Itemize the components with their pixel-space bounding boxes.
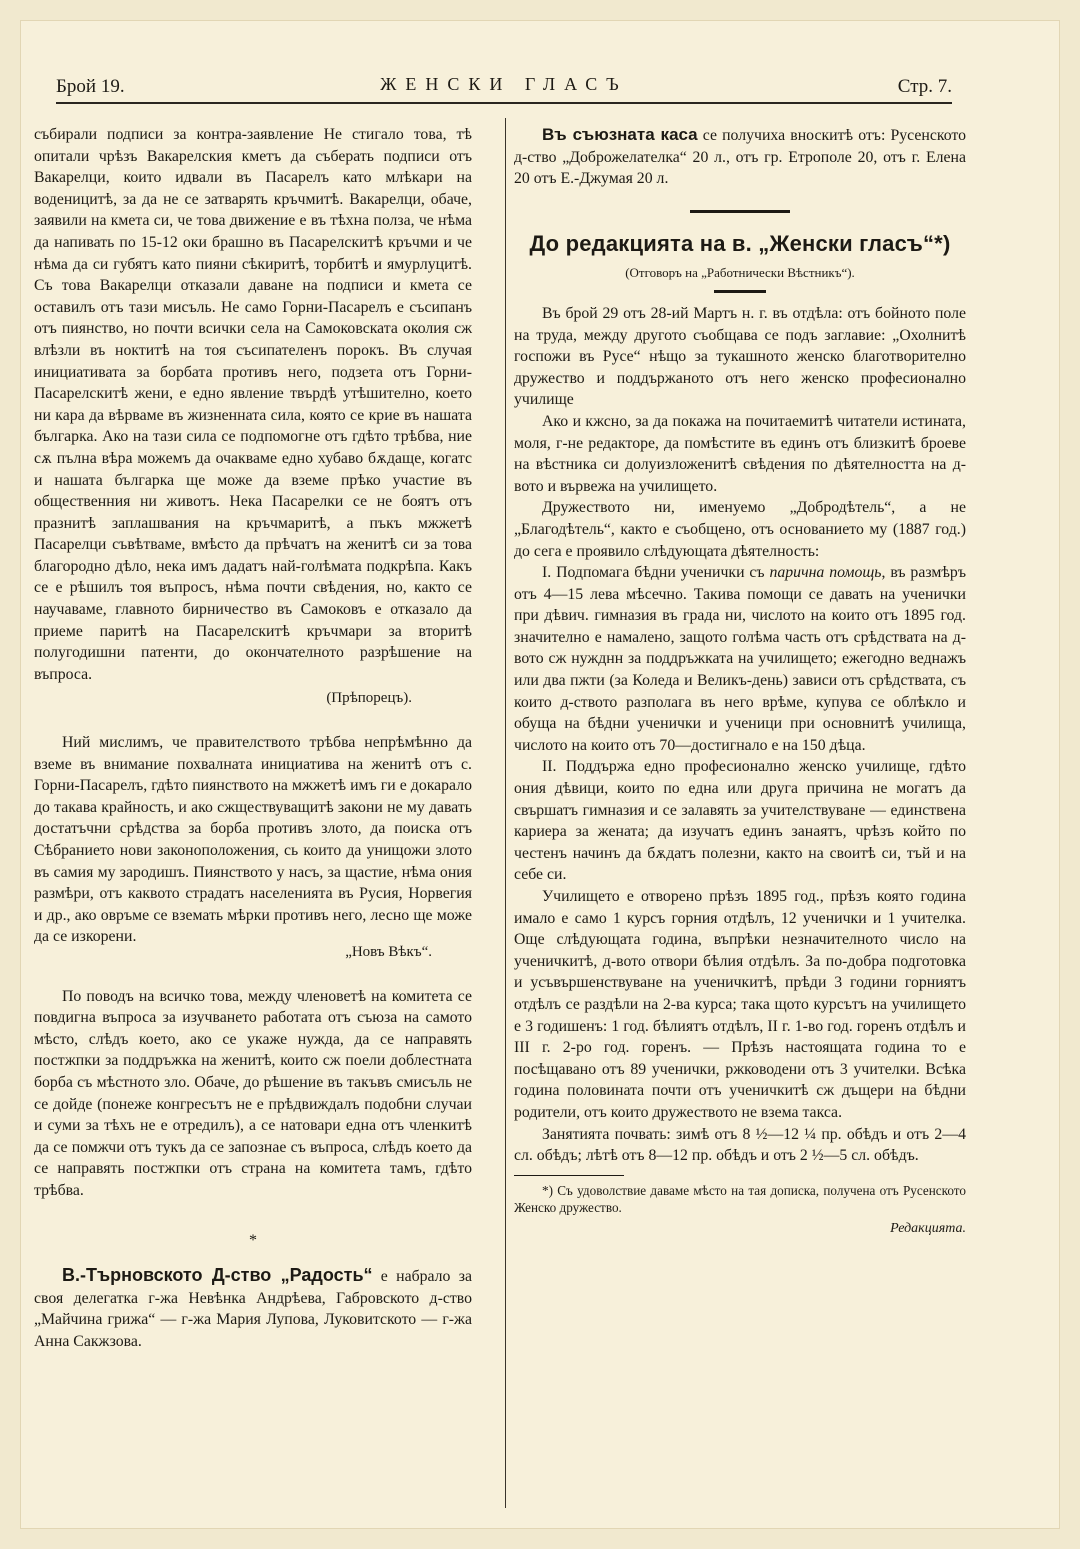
paragraph: II. Поддържа едно професионално женско училище, гдѣто ония дѣвици, които по една или друга причина не могатъ да свършатъ гимназия и се залавять за учителствуване — единствена кариера за жената; да изучатъ единъ занаятъ, чрѣзъ който по честенъ начинъ да бѫдатъ полезни, както на своитѣ си, тъй и на себе си.	[514, 758, 966, 884]
emphasis: парична помощь	[769, 564, 882, 582]
article-subtitle: (Отговоръ на „Работнически Вѣстникъ“).	[625, 265, 855, 281]
page-number: Стр. 7.	[897, 76, 952, 97]
source-attribution: (Прѣпорецъ).	[326, 690, 412, 707]
paragraph: Училището е отворено прѣзъ 1895 год., прѣзъ която година имало е само 1 курсъ горния отдѣлъ, 12 ученички и 1 учителка. Още слѣдующата година, въпрѣки незначителното число на ученичкитѣ, д-вото отвори бѣлия отдѣлъ. За по-добра подготовка и усъвършенствуване на ученичкитѣ, прѣди 3 години горниятъ отдѣлъ се раздѣли на 2-ва курса; така щото курсътъ на училището е 3 годишенъ: 1 год. бѣлиятъ отдѣлъ, II г. 1-во год. горенъ отдѣлъ и III г. 2-ро год. горенъ. — Прѣзъ настоящата година то е посѣщавано отъ 89 ученички, ржководени отъ 3 учителки. Всѣка година половината почти отъ ученичкитѣ сж дъщери на бѣдни родители, отъ които дружеството не взема такса.	[514, 888, 966, 1121]
bold-lead: В.-Търновското Д-ство „Радость“	[62, 1265, 373, 1286]
article-title: До редакцията на в. „Женски гласъ“*)	[529, 230, 951, 256]
paragraph: Занятията почвать: зимѣ отъ 8 ½—12 ¼ пр. обѣдъ и отъ 2—4 сл. обѣдъ; лѣтѣ отъ 8—12 пр. обѣдъ и отъ 2 ½—5 сл. обѣдъ.	[514, 1125, 966, 1165]
header-rule	[56, 102, 952, 104]
paragraph: Ако и кжсно, за да покажа на почитаемитѣ читатели истината, моля, г-не редакторе, да помѣстите въ единъ отъ близкитѣ брoеве на вѣстника си долуизложенитѣ свѣдения по дѣятелността на д-вото и вървежа на училището.	[514, 412, 966, 495]
footnote-rule	[514, 1175, 624, 1176]
section-rule	[690, 210, 790, 213]
source-attribution: „Новъ Вѣкъ“.	[345, 943, 432, 960]
left-column	[34, 124, 472, 1352]
paragraph: Въ съюзната каса се получиха вноскитѣ отъ: Русенското д-ство „Доброжелателка“ 20 л., отъ гр. Етрополе 20, отъ г. Елена 20 отъ Е.-Джумая 20 л.	[514, 125, 966, 188]
right-column	[514, 124, 966, 1239]
footnote-signature: Редакцията.	[890, 1220, 966, 1236]
footnote: *) Съ удоволствие даваме мѣсто на тая дописка, получена отъ Русенското Женско дружество.	[514, 1182, 966, 1215]
issue-number: Брой 19.	[56, 76, 125, 97]
paragraph: Въ брой 29 отъ 28-ий Мартъ н. г. въ отдѣла: отъ бойното поле на труда, между другото съобщава се подъ заглавие: „Охолнитѣ госпожи въ Русе“ нѣщо за тукашното женско благотворително дружество и поддържаното отъ него женско професионално училище	[514, 304, 966, 409]
newspaper-title: ЖЕНСКИ ГЛАСЪ	[380, 74, 628, 94]
paragraph: събирали подписи за контра-заявление Не стигало това, тѣ опитали чрѣзъ Вакарелския кметъ да съберать подписи отъ Вакарелци, които идвали въ Пасарелъ като млѣкари на воденицитѣ, за да не се затварять кръчмитѣ. Вакарелци, обаче, заявили на кмета си, че това движение е въ тѣхна полза, че нѣма да напивать по 15-12 оки брашно въ Пасарелскитѣ кръчми и че нѣма да си губятъ като пияни сѣкиритѣ, торбитѣ и ямурлуцитѣ. Съ това Вакарелци отказали даване на подписи и кмета се оставилъ отъ тази мисъль. Не само Горни-Пасарелъ е съсипанъ отъ пиянство, но почти всички села на Самоковската околия сж влѣзли въ ноктитѣ на тоя съсипателенъ порокъ. Въ случая инициативата за борбата противъ него, подзета отъ Горни-Пасарелскитѣ жени, е едно явление твърдѣ утѣшително, което ни кара да вѣрваме въ жизненната сила, която се крие въ нашата българка. Ако на тази сила се подпомогне отъ гдѣто трѣбва, ние сѫ пълна вѣра можемъ да очакваме едно хубаво бѫдаще, когатс и нашата българка ще може да вземе прѣко участие въ общественния ни животъ. Нека Пасарелки се не боятъ отъ празнитѣ заплашвания на кръчмаритѣ, а пъкъ мжжетѣ Пасарелци съвѣтваме, вмѣсто да прѣчатъ на женитѣ си за това благородно дѣло, нека имъ дадатъ най-голѣмата подкрѣпа. Какъ се е рѣшилъ тоя въпросъ, нѣма почти свѣдения, но, както се научаваме, главното бирничество въ Самоковъ е отказало да приеме паритѣ на Пасарелскитѣ кръчмари за вторитѣ полугодишни патенти, до окончателното разрѣшение на въпроса.	[34, 126, 472, 683]
column-divider	[505, 118, 506, 1508]
bold-lead: Въ съюзната каса	[542, 125, 698, 144]
page-header	[56, 72, 952, 100]
title-rule	[714, 290, 766, 293]
paragraph: Дружеството ни, именуемо „Добродѣтель“, а не „Благодѣтель“, както е съобщено, отъ основанието му (1887 год.) до сега е проявило слѣдующата дѣятелность:	[514, 499, 966, 560]
paragraph: I. Подпомага бѣдни ученички съ парична помощь, въ размѣръ отъ 4—15 лева мѣсечно. Такива помощи се давать на ученички при дѣвич. гимназия въ града ни, числото на които отъ 1895 год. значително е намалено, защото голѣма часть отъ срѣдствата на д-вото сж нужднн за поддръжката на училището; ежегодно веднажъ или два пжти (за Коледа и Великъ-день) зависи отъ срѣдствата, съ които д-ството разполага въ него врѣме, купува се облѣкло и обуща на бѣдни ученички и ученици при основнитѣ училища, числото на които отъ 70—достигнало е на 150 дѣца.	[514, 564, 966, 754]
paragraph: По поводъ на всичко това, между членоветѣ на комитета се повдигна въпроса за изучването работата отъ съюза на самото мѣсто, слѣдъ което, ако се укаже нужда, да се направять постжпки за поддръжка на женитѣ, които сж поели доблестната борба съ мѣстното зло. Обаче, до рѣшение въ такъвъ смисъль не се дойде (понеже конгресътъ не е прѣдвиждалъ подобни случаи и суми за тѣхъ не е отредилъ), а се натовари една отъ членкитѣ да се помжчи отъ тукъ да се запознае съ въпроса, слѣдъ което да се направять постжпки отъ страна на комитета тамъ, гдѣто трѣбва.	[34, 987, 472, 1199]
paragraph: Ний мислимъ, че правителството трѣбва непрѣмѣнно да вземе въ внимание похвалната инициатива на женитѣ отъ с. Горни-Пасарелъ, гдѣто пиянството на мжжетѣ имъ ги е докарало до такава крайность, и ако сжществуващитѣ закони не му давать достатъчни срѣдства за борба противъ злото, да поиска отъ Сѣбранието нови законоположения, сь които да унищожи злото въ самия му зародишъ. Пиянството у насъ, за щастие, нѣма ония размѣри, отъ каквото страдатъ населенията въ Русия, Норвегия и др., ако овръме се вземать мѣрки противъ него, лесно ще може да се изкорени.	[34, 734, 472, 946]
paragraph: В.-Търновското Д-ство „Радость“ е набрало за своя делегатка г-жа Невѣнка Андрѣева, Габровското д-ство „Майчина грижа“ — г-жа Мария Лупова, Луковитското — г-жа Анна Сакжзова.	[34, 1265, 472, 1350]
section-separator: *	[249, 1231, 257, 1249]
